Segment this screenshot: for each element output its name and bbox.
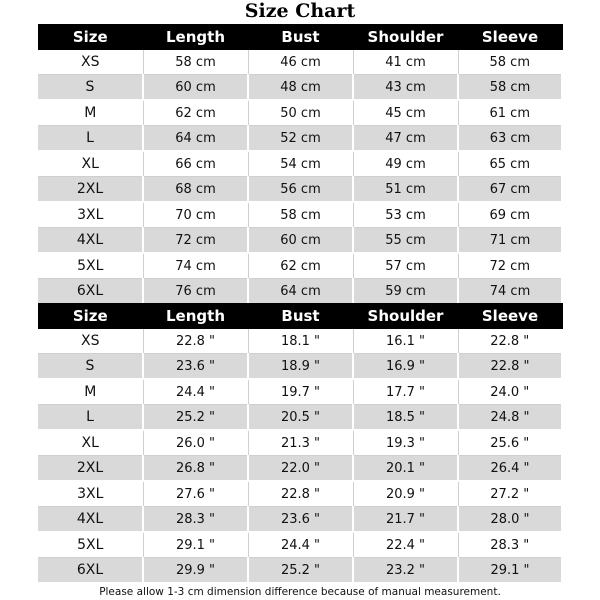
header-bust: Bust: [248, 303, 353, 329]
header-sleeve: Sleeve: [458, 303, 562, 329]
cell-sleeve: 27.2 ": [458, 481, 562, 507]
cell-bust: 46 cm: [248, 50, 353, 75]
cell-length: 25.2 ": [143, 405, 248, 431]
cell-size: 5XL: [38, 532, 143, 558]
cell-shoulder: 43 cm: [353, 75, 458, 101]
table-row: [38, 379, 562, 405]
cell-length: 74 cm: [143, 253, 248, 279]
table-row: [38, 558, 562, 584]
cell-bust: 22.0 ": [248, 456, 353, 482]
cell-sleeve: 69 cm: [458, 202, 562, 228]
cell-bust: 18.1 ": [248, 329, 353, 354]
cell-length: 27.6 ": [143, 481, 248, 507]
table-row: [38, 279, 562, 305]
cell-sleeve: 22.8 ": [458, 329, 562, 354]
cell-sleeve: 24.0 ": [458, 379, 562, 405]
table-row: [38, 75, 562, 101]
cell-shoulder: 41 cm: [353, 50, 458, 75]
cell-shoulder: 22.4 ": [353, 532, 458, 558]
header-size: Size: [38, 24, 143, 50]
cell-sleeve: 74 cm: [458, 279, 562, 305]
table-row: [38, 151, 562, 177]
cell-sleeve: 28.0 ": [458, 507, 562, 533]
cell-size: 4XL: [38, 228, 143, 254]
cell-size: 5XL: [38, 253, 143, 279]
cell-sleeve: 28.3 ": [458, 532, 562, 558]
cell-size: M: [38, 379, 143, 405]
cell-size: L: [38, 405, 143, 431]
cell-length: 72 cm: [143, 228, 248, 254]
page-title: Size Chart: [244, 0, 356, 22]
cell-bust: 52 cm: [248, 126, 353, 152]
table-row: [38, 456, 562, 482]
cell-sleeve: 72 cm: [458, 253, 562, 279]
cell-size: L: [38, 126, 143, 152]
cell-size: 2XL: [38, 456, 143, 482]
cell-length: 62 cm: [143, 100, 248, 126]
cell-size: 4XL: [38, 507, 143, 533]
cell-bust: 64 cm: [248, 279, 353, 305]
cell-length: 29.1 ": [143, 532, 248, 558]
cell-bust: 22.8 ": [248, 481, 353, 507]
cell-sleeve: 58 cm: [458, 75, 562, 101]
cell-size: 2XL: [38, 177, 143, 203]
table-row: [38, 253, 562, 279]
header-length: Length: [143, 303, 248, 329]
header-shoulder: Shoulder: [353, 24, 458, 50]
header-sleeve: Sleeve: [458, 24, 562, 50]
table-row: [38, 481, 562, 507]
cell-size: S: [38, 354, 143, 380]
cell-bust: 50 cm: [248, 100, 353, 126]
cell-sleeve: 65 cm: [458, 151, 562, 177]
cell-bust: 19.7 ": [248, 379, 353, 405]
size-table-cm: [38, 24, 563, 305]
cell-size: 6XL: [38, 558, 143, 584]
cell-length: 58 cm: [143, 50, 248, 75]
cell-bust: 48 cm: [248, 75, 353, 101]
cell-shoulder: 45 cm: [353, 100, 458, 126]
cell-shoulder: 18.5 ": [353, 405, 458, 431]
cell-length: 23.6 ": [143, 354, 248, 380]
cell-size: XS: [38, 50, 143, 75]
cell-bust: 21.3 ": [248, 430, 353, 456]
table-row: [38, 329, 562, 354]
table-row: [38, 532, 562, 558]
cell-size: XL: [38, 151, 143, 177]
table-row: [38, 100, 562, 126]
cell-sleeve: 67 cm: [458, 177, 562, 203]
cell-shoulder: 20.9 ": [353, 481, 458, 507]
measurement-note: Please allow 1-3 cm dimension difference because of manual measurement.: [99, 586, 501, 598]
cell-shoulder: 51 cm: [353, 177, 458, 203]
cm-table-body: [38, 50, 562, 304]
cell-length: 60 cm: [143, 75, 248, 101]
cell-shoulder: 57 cm: [353, 253, 458, 279]
cell-bust: 62 cm: [248, 253, 353, 279]
cell-length: 68 cm: [143, 177, 248, 203]
cell-length: 26.0 ": [143, 430, 248, 456]
cell-length: 29.9 ": [143, 558, 248, 584]
header-shoulder: Shoulder: [353, 303, 458, 329]
cell-shoulder: 17.7 ": [353, 379, 458, 405]
table-row: [38, 354, 562, 380]
cell-shoulder: 49 cm: [353, 151, 458, 177]
cell-length: 24.4 ": [143, 379, 248, 405]
cell-length: 22.8 ": [143, 329, 248, 354]
cell-bust: 25.2 ": [248, 558, 353, 584]
header-row: [38, 303, 562, 329]
cell-sleeve: 29.1 ": [458, 558, 562, 584]
table-row: [38, 202, 562, 228]
cell-length: 70 cm: [143, 202, 248, 228]
size-table-inch: [38, 303, 563, 584]
cell-sleeve: 22.8 ": [458, 354, 562, 380]
cell-size: 6XL: [38, 279, 143, 305]
cell-shoulder: 23.2 ": [353, 558, 458, 584]
cell-shoulder: 16.9 ": [353, 354, 458, 380]
cell-shoulder: 20.1 ": [353, 456, 458, 482]
cell-bust: 56 cm: [248, 177, 353, 203]
cell-length: 26.8 ": [143, 456, 248, 482]
cell-shoulder: 55 cm: [353, 228, 458, 254]
cell-length: 66 cm: [143, 151, 248, 177]
table-row: [38, 50, 562, 75]
cell-bust: 54 cm: [248, 151, 353, 177]
cell-size: XS: [38, 329, 143, 354]
table-row: [38, 430, 562, 456]
inch-table-body: [38, 329, 562, 583]
cell-bust: 18.9 ": [248, 354, 353, 380]
cell-bust: 60 cm: [248, 228, 353, 254]
cell-sleeve: 63 cm: [458, 126, 562, 152]
cell-size: S: [38, 75, 143, 101]
header-bust: Bust: [248, 24, 353, 50]
table-row: [38, 405, 562, 431]
cell-shoulder: 21.7 ": [353, 507, 458, 533]
cell-sleeve: 61 cm: [458, 100, 562, 126]
cell-shoulder: 16.1 ": [353, 329, 458, 354]
cell-sleeve: 24.8 ": [458, 405, 562, 431]
cell-sleeve: 71 cm: [458, 228, 562, 254]
cell-sleeve: 25.6 ": [458, 430, 562, 456]
table-row: [38, 126, 562, 152]
cell-length: 28.3 ": [143, 507, 248, 533]
cell-sleeve: 26.4 ": [458, 456, 562, 482]
cell-size: M: [38, 100, 143, 126]
cell-length: 64 cm: [143, 126, 248, 152]
cell-bust: 23.6 ": [248, 507, 353, 533]
header-size: Size: [38, 303, 143, 329]
cell-shoulder: 19.3 ": [353, 430, 458, 456]
cell-shoulder: 53 cm: [353, 202, 458, 228]
cell-sleeve: 58 cm: [458, 50, 562, 75]
header-length: Length: [143, 24, 248, 50]
table-row: [38, 177, 562, 203]
cell-length: 76 cm: [143, 279, 248, 305]
cell-bust: 58 cm: [248, 202, 353, 228]
cell-size: XL: [38, 430, 143, 456]
cell-size: 3XL: [38, 202, 143, 228]
cell-bust: 24.4 ": [248, 532, 353, 558]
cell-bust: 20.5 ": [248, 405, 353, 431]
cell-size: 3XL: [38, 481, 143, 507]
header-row: [38, 24, 562, 50]
cell-shoulder: 59 cm: [353, 279, 458, 305]
table-row: [38, 507, 562, 533]
cell-shoulder: 47 cm: [353, 126, 458, 152]
table-row: [38, 228, 562, 254]
